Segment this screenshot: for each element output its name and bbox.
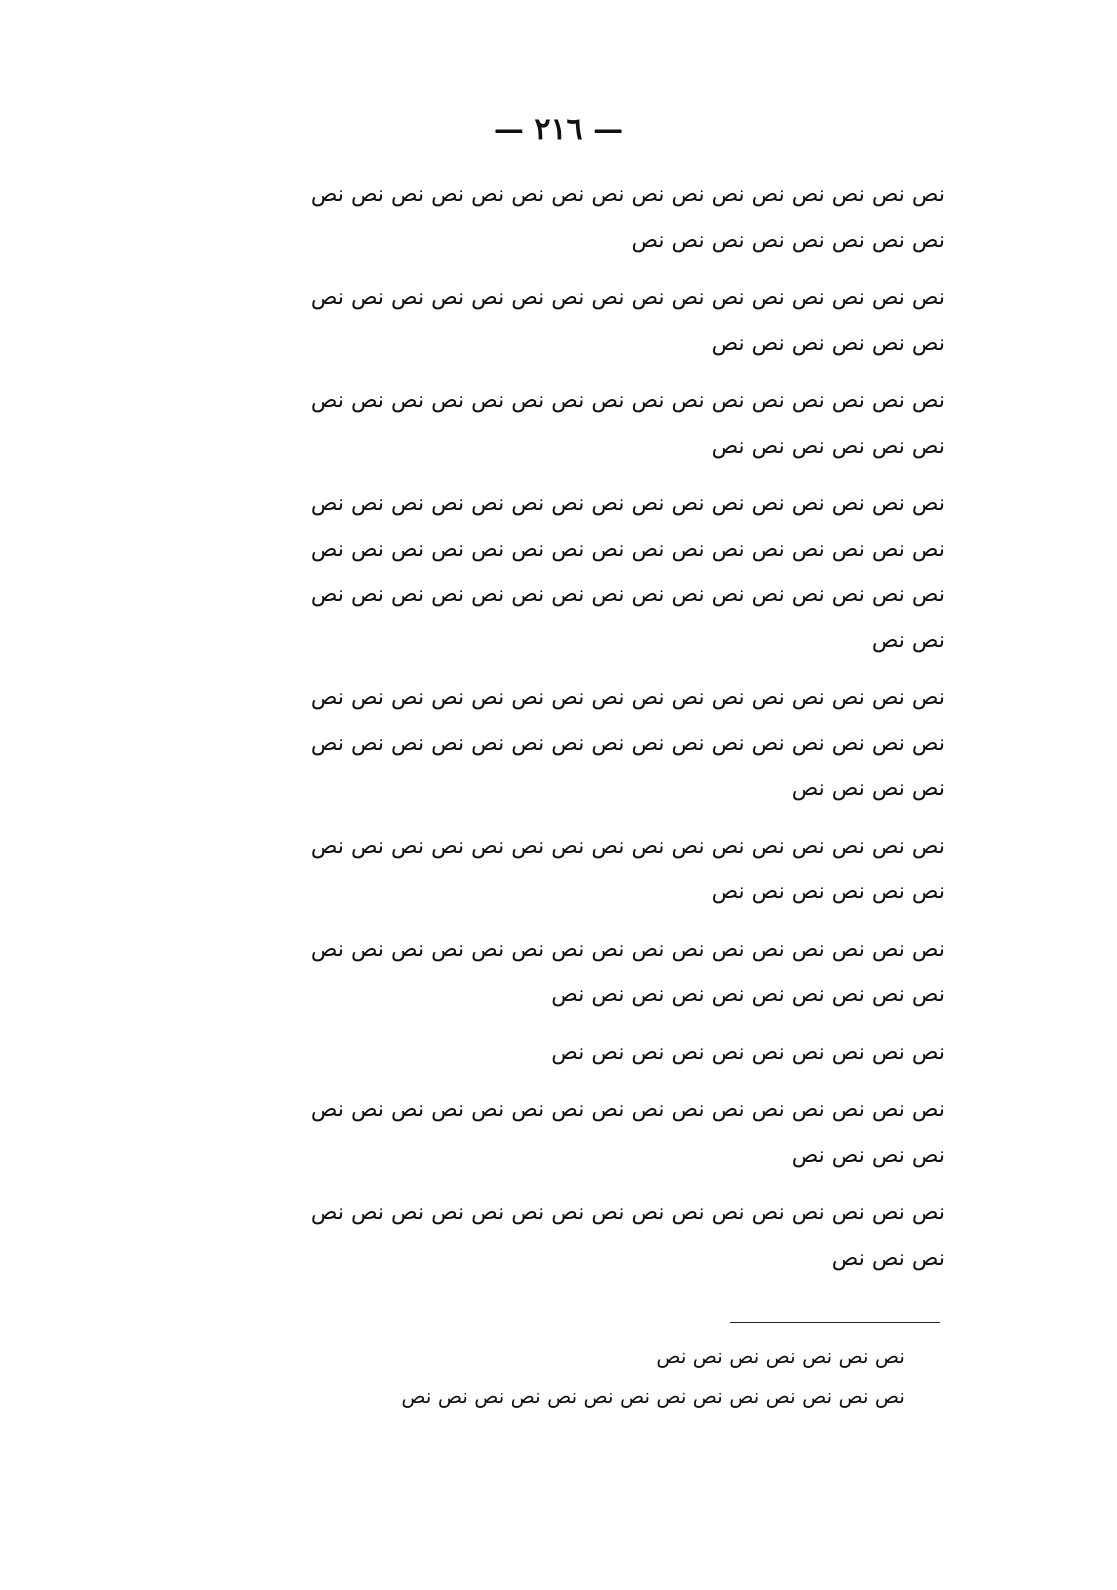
text-line: نص نص نص نص نص نص [711, 330, 945, 356]
text-line: نص نص نص نص نص نص نص نص نص نص نص نص نص نص نص نص [310, 936, 945, 962]
text-line: نص نص نص نص نص نص نص نص نص نص نص نص نص نص نص نص [310, 388, 945, 413]
text-line: نص نص نص نص [791, 776, 945, 801]
text-line: نص نص نص نص نص نص نص نص نص نص نص نص نص نص نص نص [310, 1200, 945, 1225]
text-line: نص نص نص نص نص نص [711, 879, 945, 904]
body-text [115, 172, 945, 1281]
text-line: نص نص نص نص نص نص نص نص [631, 227, 945, 253]
text-line: نص نص نص نص نص نص نص نص نص نص نص نص نص نص نص نص [310, 582, 945, 607]
paragraph-3 [115, 378, 945, 469]
text-line: نص نص نص نص نص نص نص نص نص نص نص نص نص نص نص نص [310, 730, 945, 756]
paragraph-8 [115, 1030, 945, 1076]
text-line: نص نص نص نص نص نص نص نص نص نص نص نص نص نص نص نص [310, 182, 945, 207]
text-line: نص نص نص نص نص نص نص نص نص نص نص نص نص نص نص نص [310, 536, 945, 562]
page-number: — ٢١٦ — [493, 112, 624, 147]
text-line: نص نص نص نص نص نص [711, 433, 945, 459]
paragraph-4 [115, 481, 945, 663]
text-line: نص نص نص نص نص نص نص نص نص نص [551, 982, 945, 1007]
paragraph-2 [115, 275, 945, 366]
paragraph-5 [115, 675, 945, 812]
text-line: نص نص نص نص [791, 1142, 945, 1168]
footnotes [115, 1336, 905, 1416]
text-line: نص نص نص [831, 1245, 945, 1271]
paragraph-10 [115, 1190, 945, 1281]
text-line: نص نص نص نص نص نص نص نص نص نص نص نص نص نص نص نص [310, 491, 945, 516]
paragraph-1 [115, 172, 945, 263]
footnote-1: نص نص نص نص نص نص نص [656, 1344, 905, 1368]
text-line: نص نص نص نص نص نص نص نص نص نص نص نص نص نص نص نص [310, 685, 945, 710]
text-line: نص نص نص نص نص نص نص نص نص نص نص نص نص نص نص نص [310, 285, 945, 310]
text-line: نص نص نص نص نص نص نص نص نص نص نص نص نص نص نص نص [310, 1097, 945, 1122]
text-line: نص نص نص نص نص نص نص نص نص نص [551, 1039, 945, 1065]
paragraph-7 [115, 927, 945, 1018]
text-line: نص نص [871, 627, 945, 653]
text-line: نص نص نص نص نص نص نص نص نص نص نص نص نص نص نص نص [310, 833, 945, 859]
paragraph-6 [115, 824, 945, 915]
footnote-divider [730, 1322, 940, 1323]
paragraph-9 [115, 1087, 945, 1178]
footnote-2: نص نص نص نص نص نص نص نص نص نص نص نص نص نص [401, 1384, 905, 1408]
